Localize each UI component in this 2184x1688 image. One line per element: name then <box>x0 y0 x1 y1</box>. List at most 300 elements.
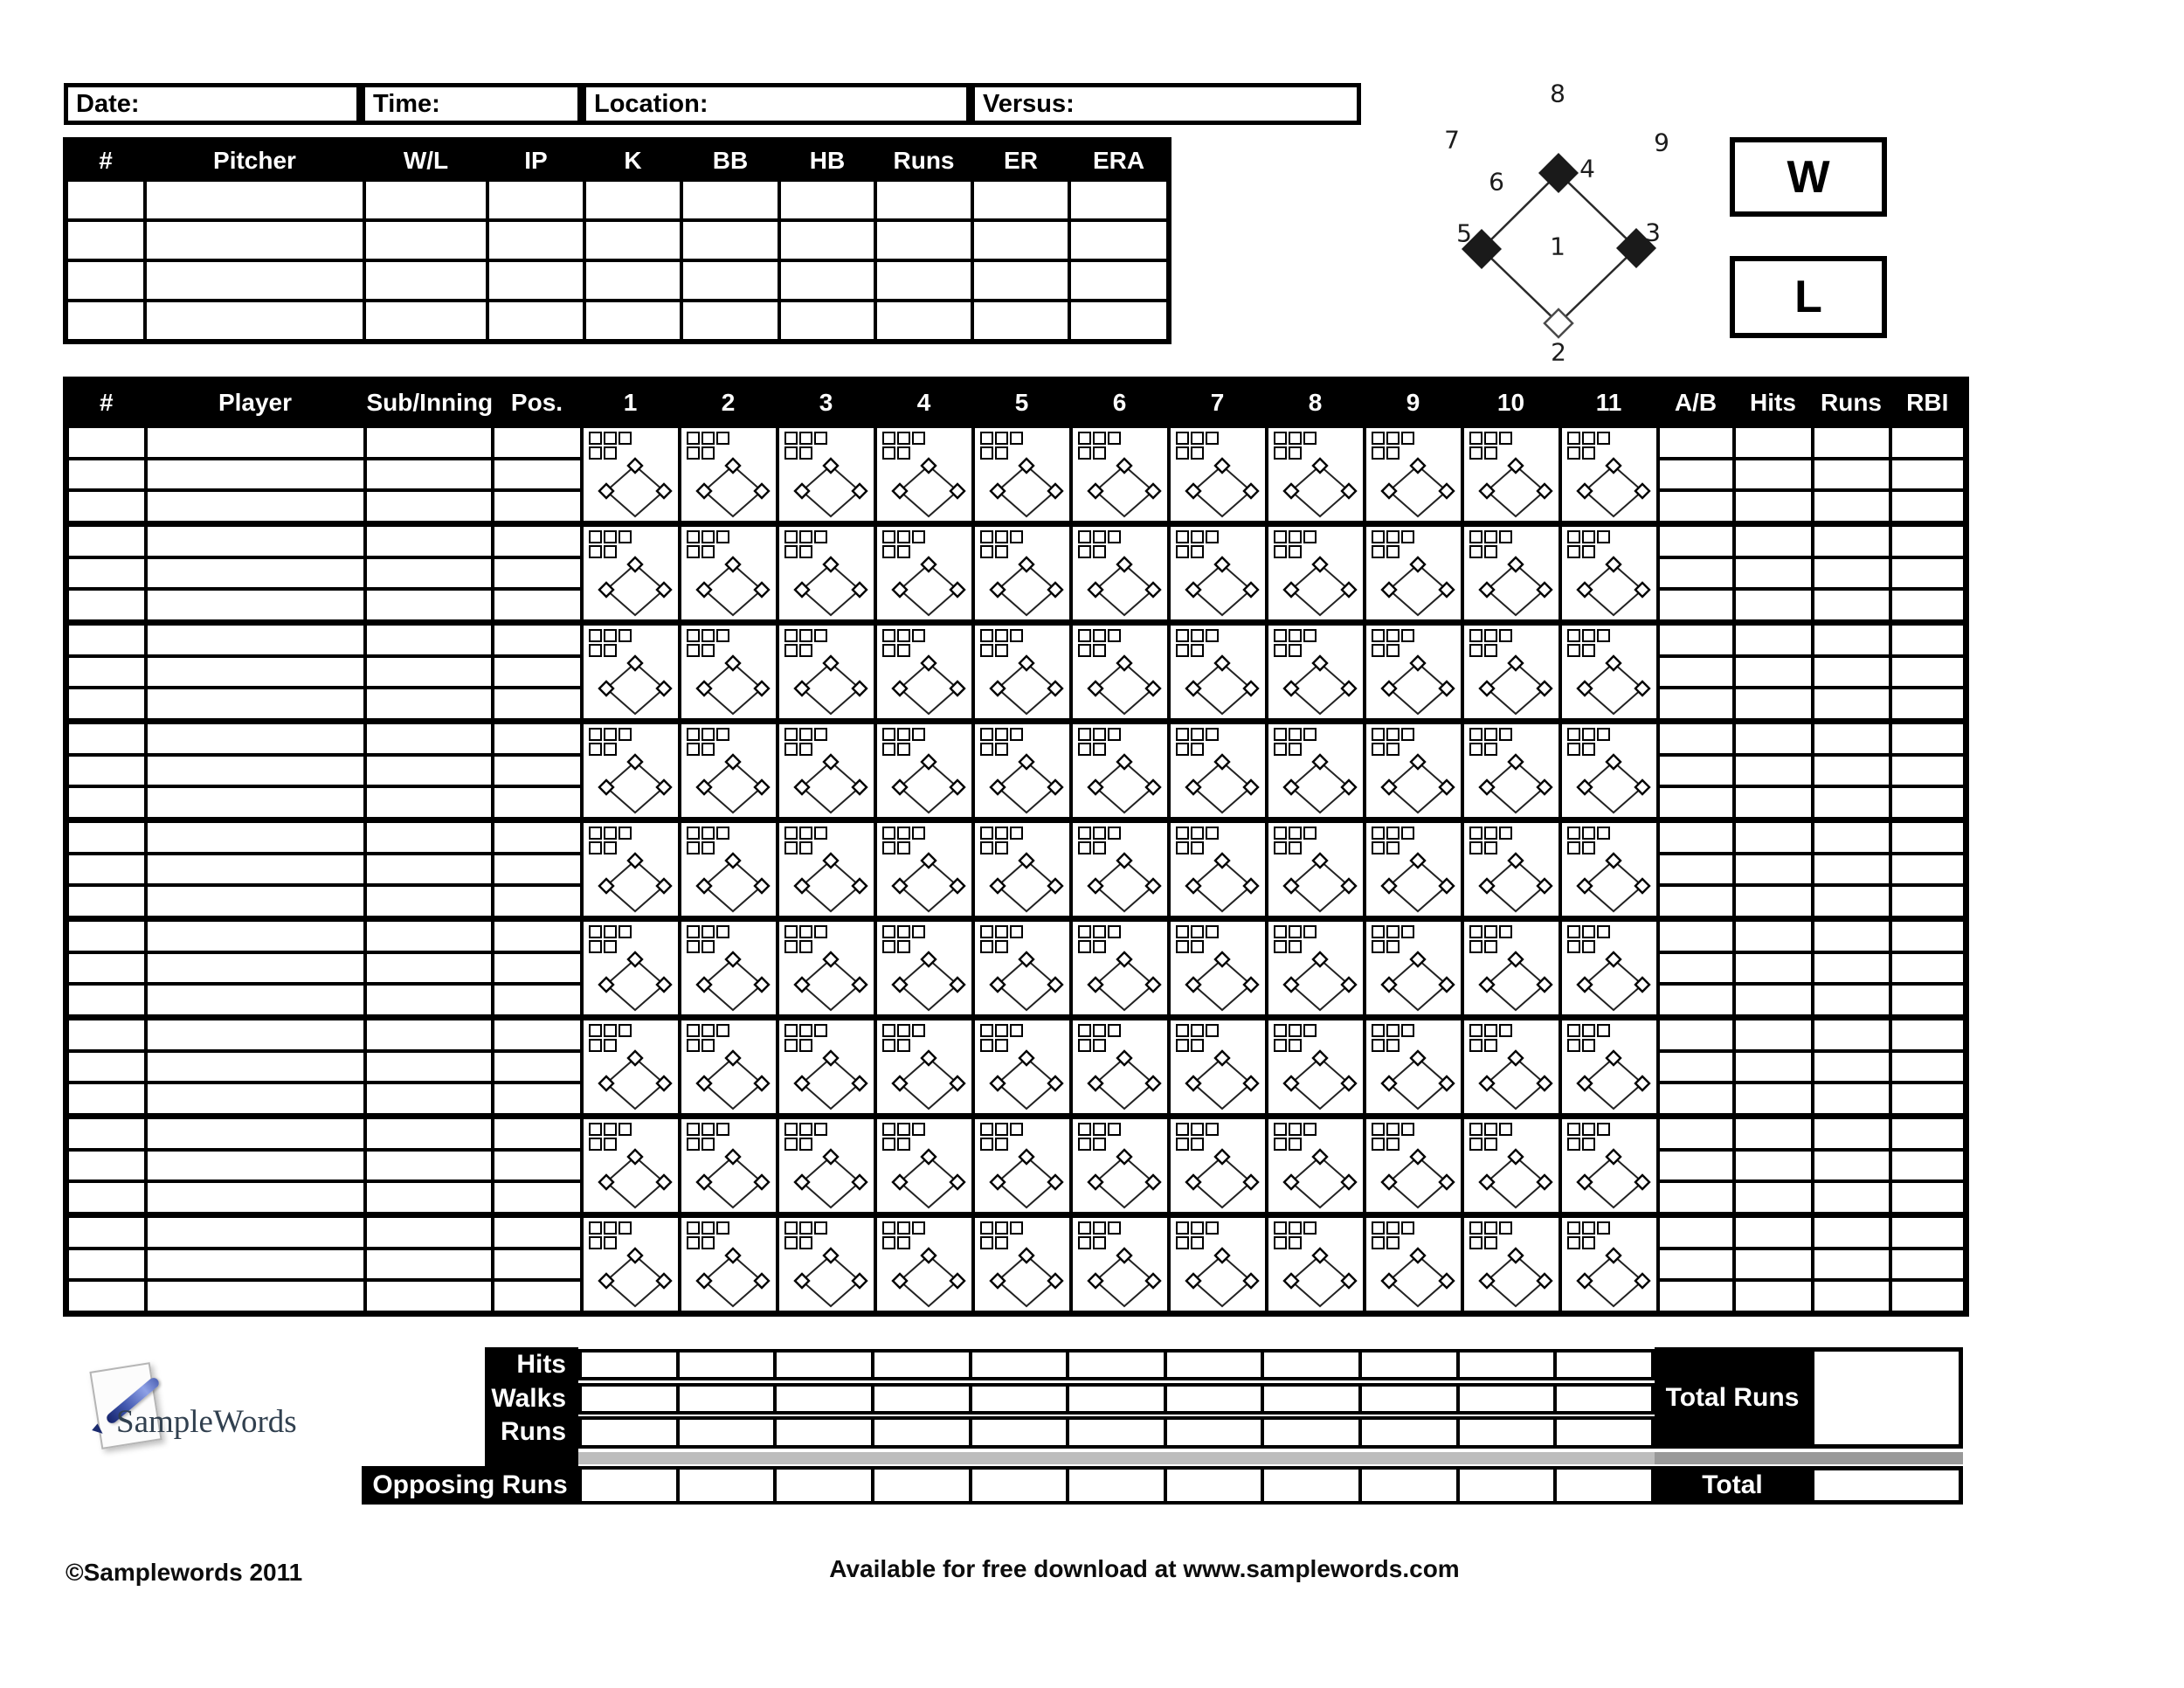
scoring-diamond-icon <box>585 1220 676 1311</box>
win-box <box>1730 137 1887 217</box>
pitcher-cell <box>584 180 681 220</box>
player-info-cell <box>66 1018 146 1051</box>
win-label: W <box>1787 151 1830 203</box>
scoring-diamond-icon <box>585 529 676 619</box>
player-info-cell <box>146 1083 365 1116</box>
scoring-diamond-icon <box>977 924 1068 1014</box>
scoring-diamond-icon <box>879 1022 970 1113</box>
player-info-cell <box>146 1051 365 1083</box>
inning-cell <box>875 820 973 919</box>
player-info-cell <box>365 1150 493 1182</box>
summary-cell <box>1167 1352 1265 1377</box>
scoring-diamond-icon <box>585 924 676 1014</box>
player-info-cell <box>493 1280 582 1313</box>
pitcher-cell <box>972 301 1069 342</box>
inning-cell <box>778 1215 875 1314</box>
pitcher-table <box>63 137 1171 344</box>
summary-cell <box>1460 1420 1558 1445</box>
player-info-cell <box>365 656 493 688</box>
inning-cell <box>875 524 973 623</box>
stat-cell <box>1734 1051 1813 1083</box>
stat-cell <box>1813 1280 1890 1313</box>
scoring-diamond-icon <box>1172 1022 1263 1113</box>
stat-cell <box>1734 656 1813 688</box>
summary-cell <box>1362 1420 1460 1445</box>
scoring-diamond-icon <box>1172 924 1263 1014</box>
scoring-diamond-icon <box>1075 1220 1165 1311</box>
inning-cell <box>1267 524 1365 623</box>
inning-cell <box>1169 425 1267 524</box>
inning-cell <box>875 1117 973 1215</box>
inning-cell <box>973 1215 1071 1314</box>
versus-field <box>971 83 1361 125</box>
inning-cell <box>1462 722 1560 820</box>
scoring-diamond-icon <box>585 726 676 817</box>
summary-walks-row <box>578 1383 1655 1415</box>
summary-cell <box>680 1470 778 1501</box>
summary-cell <box>1460 1387 1558 1411</box>
stat-cell <box>1734 1117 1813 1150</box>
scoring-diamond-icon <box>781 1022 872 1113</box>
player-info-cell <box>365 524 493 557</box>
player-info-cell <box>66 1051 146 1083</box>
inning-cell <box>1169 524 1267 623</box>
inning-cell <box>1365 1215 1462 1314</box>
player-info-cell <box>146 524 365 557</box>
player-info-cell <box>493 656 582 688</box>
scoring-diamond-icon <box>1270 627 1361 718</box>
player-info-cell <box>365 490 493 523</box>
scoring-diamond-icon <box>781 529 872 619</box>
stat-cell <box>1890 688 1966 721</box>
pitcher-cell <box>364 301 487 342</box>
pitcher-column-header: ER <box>972 140 1069 180</box>
player-info-cell <box>365 952 493 985</box>
total-box: Total <box>1655 1466 1810 1505</box>
loss-label: L <box>1794 272 1822 322</box>
scoring-diamond-icon <box>1368 726 1459 817</box>
inning-cell <box>1267 425 1365 524</box>
pitcher-cell <box>66 301 145 342</box>
time-field <box>361 83 582 125</box>
scoring-diamond-icon <box>1368 430 1459 521</box>
summary-cell <box>680 1387 778 1411</box>
pitcher-cell <box>681 260 779 301</box>
summary-cell <box>582 1387 680 1411</box>
summary-cell <box>874 1420 972 1445</box>
stat-cell <box>1890 1249 1966 1281</box>
scoring-diamond-icon <box>683 1220 774 1311</box>
stat-cell <box>1813 984 1890 1017</box>
scorecard-column-header: A/B <box>1658 380 1734 425</box>
scoring-diamond-icon <box>781 726 872 817</box>
inning-cell <box>1560 1018 1658 1117</box>
stat-cell <box>1734 1280 1813 1313</box>
stat-cell <box>1813 885 1890 918</box>
scoring-diamond-icon <box>1466 529 1557 619</box>
inning-cell <box>1169 1215 1267 1314</box>
player-info-cell <box>146 1215 365 1249</box>
inning-cell <box>778 820 875 919</box>
stat-cell <box>1658 490 1734 523</box>
summary-cell <box>1557 1352 1651 1377</box>
pitcher-column-header: IP <box>487 140 584 180</box>
scoring-diamond-icon <box>977 825 1068 916</box>
player-info-cell <box>365 557 493 590</box>
stat-cell <box>1890 984 1966 1017</box>
pitcher-cell <box>875 301 972 342</box>
inning-cell <box>582 524 680 623</box>
summary-cell <box>1557 1387 1651 1411</box>
player-info-cell <box>365 589 493 622</box>
inning-cell <box>1169 1117 1267 1215</box>
scoring-diamond-icon <box>1075 529 1165 619</box>
inning-cell <box>582 1018 680 1117</box>
inning-cell <box>1071 623 1169 722</box>
player-info-cell <box>146 623 365 656</box>
player-info-cell <box>493 885 582 918</box>
player-info-cell <box>66 623 146 656</box>
stat-cell <box>1734 459 1813 491</box>
stat-cell <box>1813 623 1890 656</box>
inning-cell <box>778 524 875 623</box>
summary-cell <box>972 1470 1070 1501</box>
summary-cell <box>680 1352 778 1377</box>
inning-cell <box>1267 919 1365 1018</box>
scoring-diamond-icon <box>879 1121 970 1212</box>
pitcher-cell <box>875 220 972 260</box>
summary-cell <box>777 1352 874 1377</box>
scoring-diamond-icon <box>879 430 970 521</box>
total-value-cell <box>1810 1466 1963 1505</box>
inning-cell <box>875 425 973 524</box>
inning-cell <box>1267 1018 1365 1117</box>
scoring-diamond-icon <box>1270 529 1361 619</box>
player-info-cell <box>66 854 146 886</box>
player-info-cell <box>365 1117 493 1150</box>
player-info-cell <box>365 688 493 721</box>
stat-cell <box>1890 755 1966 787</box>
scoring-diamond-icon <box>879 627 970 718</box>
player-info-cell <box>66 1249 146 1281</box>
pitcher-cell <box>681 301 779 342</box>
inning-cell <box>1365 919 1462 1018</box>
pitcher-cell <box>584 220 681 260</box>
position-6-label: 6 <box>1489 167 1504 197</box>
summary-cell <box>1557 1420 1651 1445</box>
pitcher-cell <box>145 220 364 260</box>
summary-cell <box>582 1420 680 1445</box>
scoring-diamond-icon <box>1075 1121 1165 1212</box>
stat-cell <box>1890 459 1966 491</box>
scoring-diamond-icon <box>1368 1121 1459 1212</box>
summary-cell <box>680 1420 778 1445</box>
stat-cell <box>1890 623 1966 656</box>
summary-runs-label: Runs <box>501 1417 566 1446</box>
pitcher-cell <box>364 180 487 220</box>
stat-cell <box>1734 786 1813 820</box>
scoring-diamond-icon <box>683 529 774 619</box>
scoring-diamond-icon <box>1564 1121 1655 1212</box>
scoring-diamond-icon <box>1368 1022 1459 1113</box>
position-1-label: 1 <box>1550 232 1565 261</box>
summary-cell <box>1264 1387 1362 1411</box>
inning-cell <box>1267 820 1365 919</box>
scorecard-column-header: Pos. <box>493 380 582 425</box>
summary-divider-bar <box>578 1452 1655 1464</box>
player-info-cell <box>66 1083 146 1116</box>
pitcher-cell <box>487 301 584 342</box>
scorecard-column-header: 3 <box>778 380 875 425</box>
inning-cell <box>875 722 973 820</box>
scoring-diamond-icon <box>1564 627 1655 718</box>
stat-cell <box>1813 1181 1890 1214</box>
scoring-diamond-icon <box>1172 529 1263 619</box>
player-info-cell <box>146 1150 365 1182</box>
pitcher-column-header: ERA <box>1069 140 1169 180</box>
scoring-diamond-icon <box>1172 726 1263 817</box>
stat-cell <box>1890 524 1966 557</box>
stat-cell <box>1734 984 1813 1017</box>
stat-cell <box>1890 854 1966 886</box>
summary-cell <box>874 1387 972 1411</box>
stat-cell <box>1813 1117 1890 1150</box>
summary-cell <box>1264 1352 1362 1377</box>
stat-cell <box>1658 557 1734 590</box>
scoring-diamond-icon <box>781 924 872 1014</box>
inning-cell <box>1560 1117 1658 1215</box>
scoring-diamond-icon <box>1172 1220 1263 1311</box>
player-info-cell <box>493 688 582 721</box>
scoring-diamond-icon <box>781 430 872 521</box>
time-label: Time: <box>373 89 440 118</box>
scorecard-column-header: Player <box>146 380 365 425</box>
scoring-diamond-icon <box>879 529 970 619</box>
player-info-cell <box>365 722 493 755</box>
summary-cell <box>972 1387 1070 1411</box>
scoring-diamond-icon <box>1564 430 1655 521</box>
player-info-cell <box>365 1280 493 1313</box>
player-info-cell <box>146 722 365 755</box>
scoring-diamond-icon <box>1466 825 1557 916</box>
summary-cell <box>874 1352 972 1377</box>
pitcher-cell <box>779 220 875 260</box>
stat-cell <box>1890 1181 1966 1214</box>
stat-cell <box>1658 524 1734 557</box>
stat-cell <box>1890 425 1966 459</box>
player-info-cell <box>365 1083 493 1116</box>
pitcher-cell <box>487 220 584 260</box>
stat-cell <box>1813 786 1890 820</box>
stat-cell <box>1658 688 1734 721</box>
summary-cell <box>874 1470 972 1501</box>
player-info-cell <box>146 656 365 688</box>
stat-cell <box>1658 854 1734 886</box>
inning-cell <box>582 820 680 919</box>
stat-cell <box>1734 1018 1813 1051</box>
scoring-diamond-icon <box>683 1121 774 1212</box>
summary-cell <box>1362 1352 1460 1377</box>
scoring-diamond-icon <box>1075 430 1165 521</box>
stat-cell <box>1813 1249 1890 1281</box>
scoring-diamond-icon <box>683 726 774 817</box>
player-info-cell <box>493 1249 582 1281</box>
summary-cell <box>972 1420 1070 1445</box>
scorecard-column-header: 9 <box>1365 380 1462 425</box>
pitcher-cell <box>681 220 779 260</box>
stat-cell <box>1890 820 1966 854</box>
player-info-cell <box>493 1150 582 1182</box>
player-info-cell <box>493 623 582 656</box>
player-info-cell <box>66 755 146 787</box>
inning-cell <box>875 919 973 1018</box>
pitcher-column-header: # <box>66 140 145 180</box>
stat-cell <box>1658 1150 1734 1182</box>
inning-cell <box>1560 1215 1658 1314</box>
summary-cell <box>777 1387 874 1411</box>
position-4-label: 4 <box>1579 154 1595 183</box>
scoring-diamond-icon <box>1564 1220 1655 1311</box>
inning-cell <box>778 1117 875 1215</box>
player-info-cell <box>146 820 365 854</box>
player-info-cell <box>146 755 365 787</box>
scoring-diamond-icon <box>1075 1022 1165 1113</box>
stat-cell <box>1734 425 1813 459</box>
stat-cell <box>1658 755 1734 787</box>
stat-cell <box>1813 952 1890 985</box>
player-info-cell <box>365 459 493 491</box>
stat-cell <box>1734 952 1813 985</box>
stat-cell <box>1734 524 1813 557</box>
player-info-cell <box>66 984 146 1017</box>
scoring-diamond-icon <box>1564 1022 1655 1113</box>
inning-cell <box>1462 1117 1560 1215</box>
inning-cell <box>778 623 875 722</box>
player-info-cell <box>493 1083 582 1116</box>
stat-cell <box>1890 1215 1966 1249</box>
scoring-diamond-icon <box>1466 924 1557 1014</box>
total-runs-value-cell <box>1810 1347 1963 1449</box>
inning-cell <box>778 919 875 1018</box>
player-info-cell <box>365 984 493 1017</box>
player-info-cell <box>66 1150 146 1182</box>
stat-cell <box>1890 952 1966 985</box>
stat-cell <box>1734 1249 1813 1281</box>
inning-cell <box>1169 820 1267 919</box>
inning-cell <box>778 425 875 524</box>
player-info-cell <box>493 854 582 886</box>
inning-cell <box>1071 820 1169 919</box>
inning-cell <box>1071 1018 1169 1117</box>
scoring-diamond-icon <box>1368 825 1459 916</box>
scoring-diamond-icon <box>683 1022 774 1113</box>
scorecard-column-header: Runs <box>1813 380 1890 425</box>
stat-cell <box>1734 722 1813 755</box>
scoring-diamond-icon <box>1172 1121 1263 1212</box>
scoring-diamond-icon <box>1564 825 1655 916</box>
player-info-cell <box>146 1249 365 1281</box>
stat-cell <box>1734 623 1813 656</box>
inning-cell <box>1462 820 1560 919</box>
player-info-cell <box>493 919 582 952</box>
stat-cell <box>1658 1280 1734 1313</box>
scoring-diamond-icon <box>1270 825 1361 916</box>
player-info-cell <box>493 1117 582 1150</box>
stat-cell <box>1890 1150 1966 1182</box>
scorecard-column-header: 5 <box>973 380 1071 425</box>
player-info-cell <box>66 919 146 952</box>
scoring-diamond-icon <box>879 726 970 817</box>
stat-cell <box>1658 952 1734 985</box>
stat-cell <box>1813 557 1890 590</box>
summary-cell <box>777 1420 874 1445</box>
player-info-cell <box>146 1117 365 1150</box>
inning-cell <box>973 820 1071 919</box>
player-info-cell <box>66 1117 146 1150</box>
scoring-diamond-icon <box>1075 924 1165 1014</box>
inning-cell <box>582 623 680 722</box>
summary-cell <box>582 1470 680 1501</box>
inning-cell <box>1267 722 1365 820</box>
loss-box <box>1730 256 1887 338</box>
inning-cell <box>778 1018 875 1117</box>
pitcher-cell <box>972 180 1069 220</box>
scoring-diamond-icon <box>879 825 970 916</box>
pitcher-cell <box>1069 260 1169 301</box>
inning-cell <box>1462 1018 1560 1117</box>
player-info-cell <box>146 459 365 491</box>
inning-cell <box>680 722 778 820</box>
scoring-diamond-icon <box>1270 1121 1361 1212</box>
player-info-cell <box>493 1018 582 1051</box>
player-info-cell <box>146 688 365 721</box>
scoring-diamond-icon <box>1368 1220 1459 1311</box>
player-info-cell <box>365 755 493 787</box>
inning-cell <box>1071 1117 1169 1215</box>
player-info-cell <box>365 919 493 952</box>
stat-cell <box>1734 490 1813 523</box>
summary-divider-bar-right <box>1655 1452 1963 1464</box>
inning-cell <box>973 425 1071 524</box>
pitcher-cell <box>779 260 875 301</box>
scorecard-column-header: Sub/Inning <box>365 380 493 425</box>
player-info-cell <box>365 786 493 820</box>
stat-cell <box>1813 490 1890 523</box>
stat-cell <box>1658 589 1734 622</box>
stat-cell <box>1734 755 1813 787</box>
stat-cell <box>1734 1181 1813 1214</box>
pitcher-cell <box>364 220 487 260</box>
player-info-cell <box>365 854 493 886</box>
inning-cell <box>1365 820 1462 919</box>
scoring-diamond-icon <box>879 924 970 1014</box>
inning-cell <box>1365 1018 1462 1117</box>
inning-cell <box>1560 919 1658 1018</box>
inning-cell <box>582 1117 680 1215</box>
stat-cell <box>1658 1083 1734 1116</box>
stat-cell <box>1813 524 1890 557</box>
summary-cell <box>582 1352 680 1377</box>
player-info-cell <box>66 786 146 820</box>
scoring-diamond-icon <box>781 627 872 718</box>
stat-cell <box>1658 820 1734 854</box>
total-runs-box: Total Runs <box>1655 1347 1810 1449</box>
summary-cell <box>1069 1387 1167 1411</box>
summary-cell <box>1167 1420 1265 1445</box>
stat-cell <box>1658 623 1734 656</box>
inning-cell <box>1169 722 1267 820</box>
stat-cell <box>1658 1018 1734 1051</box>
